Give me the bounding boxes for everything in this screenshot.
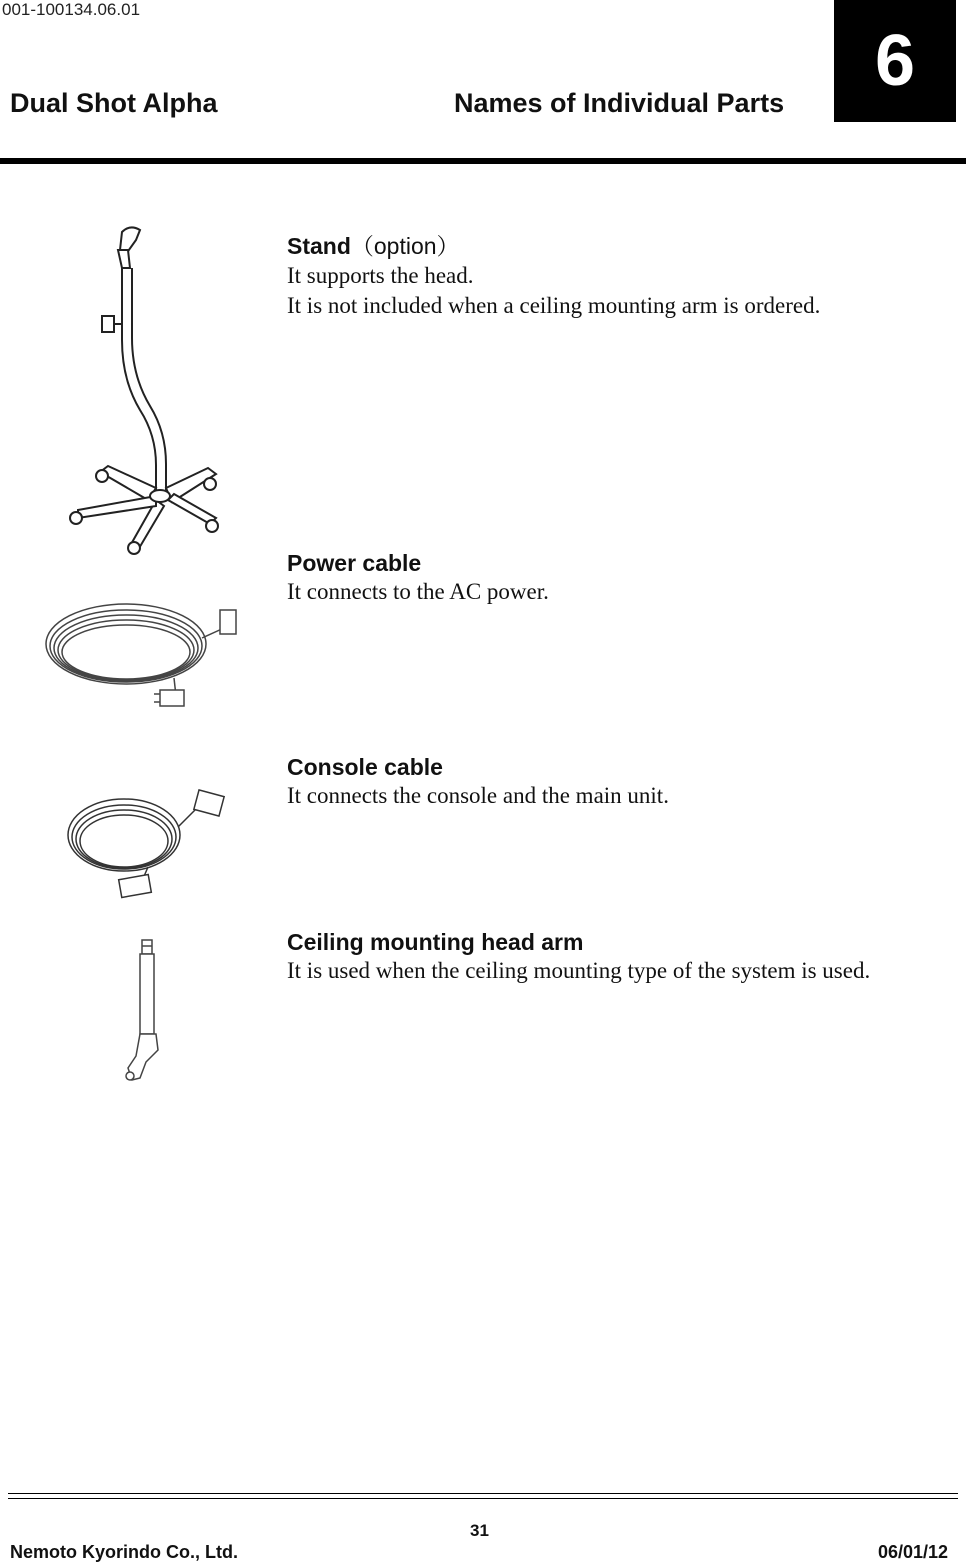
header-divider: [0, 158, 966, 164]
item-title: Power cable: [287, 550, 422, 576]
section-title: Names of Individual Parts: [454, 88, 785, 118]
chapter-number-badge: 6: [834, 0, 956, 122]
item-ceiling-arm: [287, 929, 870, 986]
product-name: Dual Shot Alpha: [10, 88, 218, 118]
item-description-line: It is used when the ceiling mounting type of the system is used.: [287, 958, 871, 983]
power-cable-illustration: [34, 580, 244, 720]
footer-divider-top: [8, 1493, 958, 1494]
item-title: Ceiling mounting head arm: [287, 929, 584, 955]
stand-illustration: [60, 220, 240, 565]
item-description-line: It is not included when a ceiling mounting arm is ordered.: [287, 293, 821, 318]
document-id: 001-100134.06.01: [2, 0, 141, 19]
company-name: Nemoto Kyorindo Co., Ltd.: [10, 1542, 238, 1562]
item-description-line: It supports the head.: [287, 263, 474, 288]
item-power-cable: [287, 550, 549, 607]
console-cable-illustration: [62, 785, 232, 910]
item-title: Console cable: [287, 754, 443, 780]
item-title-note: （option）: [350, 233, 460, 259]
item-title-text: Stand: [287, 233, 351, 259]
item-description-line: It connects to the AC power.: [287, 579, 549, 604]
document-date: 06/01/12: [878, 1542, 949, 1562]
page-number: 31: [470, 1521, 489, 1540]
item-description-line: It connects the console and the main unit.: [287, 783, 669, 808]
item-title: [287, 228, 820, 261]
item-console-cable: [287, 754, 669, 811]
footer-divider-bottom: [8, 1498, 958, 1499]
ceiling-arm-illustration: [112, 938, 172, 1086]
item-stand: [287, 228, 820, 321]
